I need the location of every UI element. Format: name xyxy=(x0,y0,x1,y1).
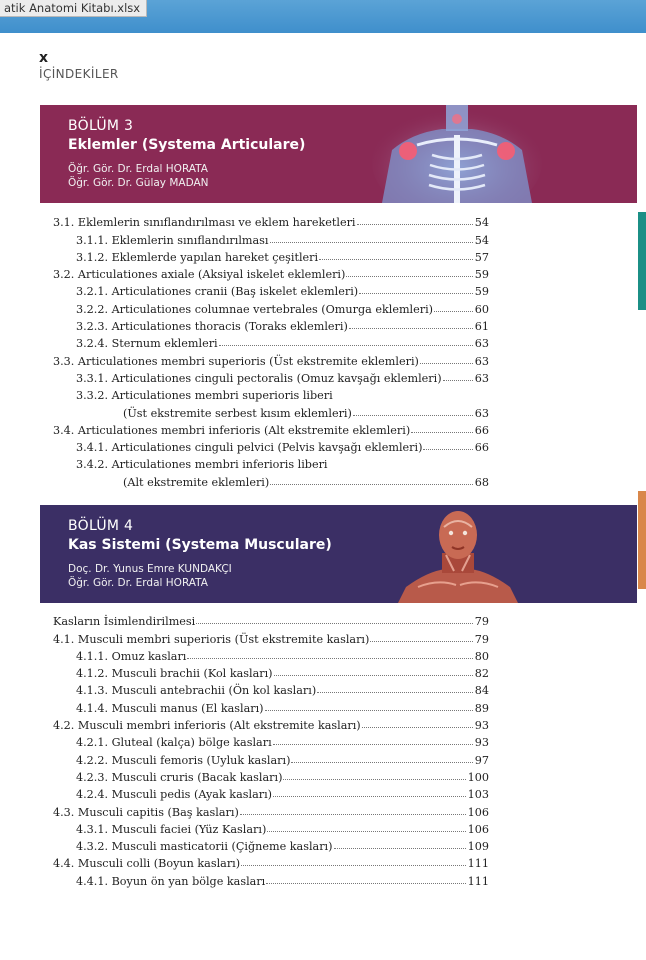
toc-entry[interactable] xyxy=(53,247,489,264)
toc-page-number: 82 xyxy=(474,667,489,681)
toc-page-number: 63 xyxy=(474,371,489,385)
toc-entry-title: 3.3. Articulationes membri superioris (Üst ekstremite eklemleri) xyxy=(53,354,419,368)
dot-leader xyxy=(349,328,473,329)
toc-entry[interactable] xyxy=(53,454,489,471)
chapter-author: Öğr. Gör. Dr. Erdal HORATA xyxy=(68,577,208,589)
toc-entry[interactable] xyxy=(53,870,489,887)
toc-entry[interactable] xyxy=(53,646,489,663)
toc-entry-title: (Üst ekstremite serbest kısım eklemleri) xyxy=(123,406,352,420)
side-thumb-tab xyxy=(638,491,646,589)
toc-entry-title: 3.1.2. Eklemlerde yapılan hareket çeşitleri xyxy=(76,250,319,264)
toc-page-number: 54 xyxy=(474,233,489,247)
side-thumb-tab xyxy=(638,212,646,310)
toc-entry-title: 4.1.3. Musculi antebrachii (Ön kol kasları) xyxy=(76,684,317,698)
toc-entry[interactable] xyxy=(53,368,489,385)
toc-entry[interactable] xyxy=(53,749,489,766)
chapter-author: Doç. Dr. Yunus Emre KUNDAKÇI xyxy=(68,563,232,575)
dot-leader xyxy=(346,276,472,277)
toc-entry[interactable] xyxy=(53,385,489,402)
toc-page-number: 79 xyxy=(474,615,489,629)
chapter-4-banner xyxy=(40,505,637,603)
toc-entry-title: 3.2. Articulationes axiale (Aksiyal iskelet eklemleri) xyxy=(53,268,346,282)
dot-leader xyxy=(270,484,473,485)
toc-entry[interactable] xyxy=(53,229,489,246)
toc-page-number: 109 xyxy=(467,840,489,854)
toc-entry[interactable] xyxy=(53,402,489,419)
dot-leader xyxy=(434,311,473,312)
toc-page-number: 93 xyxy=(474,736,489,750)
toc-entry-title: 3.2.2. Articulationes columnae vertebrales (Omurga eklemleri) xyxy=(76,302,434,316)
toc-entry[interactable] xyxy=(53,350,489,367)
chapter-author: Öğr. Gör. Dr. Erdal HORATA xyxy=(68,163,208,175)
toc-page-number: 57 xyxy=(474,250,489,264)
toc-page-number: 100 xyxy=(467,770,489,784)
toc-entry-title: 4.1.2. Musculi brachii (Kol kasları) xyxy=(76,667,273,681)
toc-page-number: 66 xyxy=(474,423,489,437)
toc-page-number: 80 xyxy=(474,649,489,663)
dot-leader xyxy=(273,796,466,797)
toc-entry-title: 4.2.2. Musculi femoris (Uyluk kasları) xyxy=(76,753,291,767)
dot-leader xyxy=(265,710,473,711)
dot-leader xyxy=(187,658,472,659)
toc-entry-title: (Alt ekstremite eklemleri) xyxy=(123,475,270,489)
toc-entry-title: 4.2.4. Musculi pedis (Ayak kasları) xyxy=(76,788,273,802)
toc-entry[interactable] xyxy=(53,767,489,784)
chapter-3-toc xyxy=(53,212,489,489)
dot-leader xyxy=(270,242,473,243)
toc-entry-title: 3.3.1. Articulationes cinguli pectoralis (Omuz kavşağı eklemleri) xyxy=(76,371,442,385)
dot-leader xyxy=(219,345,473,346)
toc-entry[interactable] xyxy=(53,212,489,229)
dot-leader xyxy=(266,883,465,884)
dot-leader xyxy=(196,623,473,624)
dot-leader xyxy=(291,762,472,763)
toc-entry-title: 3.3.2. Articulationes membri superioris liberi xyxy=(76,389,333,403)
dot-leader xyxy=(240,814,466,815)
chapter-title: Eklemler (Systema Articulare) xyxy=(68,137,306,153)
toc-page-number: 111 xyxy=(467,857,489,871)
toc-entry-title: 4.2.1. Gluteal (kalça) bölge kasları xyxy=(76,736,272,750)
toc-page-number: 63 xyxy=(474,354,489,368)
toc-page-number: 54 xyxy=(474,216,489,230)
toc-page-number: 61 xyxy=(474,320,489,334)
toc-page-number: 97 xyxy=(474,753,489,767)
dot-leader xyxy=(357,224,473,225)
toc-entry[interactable] xyxy=(53,333,489,350)
toc-page-number: 68 xyxy=(474,475,489,489)
toc-page-number: 60 xyxy=(474,302,489,316)
toc-page-number: 66 xyxy=(474,441,489,455)
toc-page-number: 89 xyxy=(474,701,489,715)
toc-page-number: 106 xyxy=(467,805,489,819)
dot-leader xyxy=(273,744,473,745)
dot-leader xyxy=(274,675,473,676)
toc-entry[interactable] xyxy=(53,801,489,818)
toc-page-number: 59 xyxy=(474,285,489,299)
toc-entry[interactable] xyxy=(53,663,489,680)
toc-entry[interactable] xyxy=(53,420,489,437)
toc-page-number: 63 xyxy=(474,406,489,420)
toc-entry-title: 4.2.3. Musculi cruris (Bacak kasları) xyxy=(76,770,283,784)
chapter-label: BÖLÜM 3 xyxy=(68,118,134,134)
toc-entry-title: 3.4.1. Articulationes cinguli pelvici (Pelvis kavşağı eklemleri) xyxy=(76,441,423,455)
toc-entry[interactable] xyxy=(53,628,489,645)
toc-entry-title: 4.4. Musculi colli (Boyun kasları) xyxy=(53,857,241,871)
toc-entry[interactable] xyxy=(53,316,489,333)
chapter-4-toc xyxy=(53,611,489,888)
toc-page-number: 103 xyxy=(467,788,489,802)
toc-entry[interactable] xyxy=(53,437,489,454)
toc-entry-title: 4.3.2. Musculi masticatorii (Çiğneme kasları) xyxy=(76,840,333,854)
toc-entry[interactable] xyxy=(53,680,489,697)
toc-entry[interactable] xyxy=(53,611,489,628)
dot-leader xyxy=(420,363,473,364)
chapter-label: BÖLÜM 4 xyxy=(68,518,134,534)
dot-leader xyxy=(359,293,473,294)
dot-leader xyxy=(370,641,472,642)
dot-leader xyxy=(317,692,473,693)
toc-entry-title: 4.3. Musculi capitis (Baş kasları) xyxy=(53,805,239,819)
toc-entry-title: 3.2.3. Articulationes thoracis (Toraks eklemleri) xyxy=(76,320,348,334)
toc-entry-title: 4.2. Musculi membri inferioris (Alt ekstremite kasları) xyxy=(53,719,361,733)
toc-entry-title: 4.1.1. Omuz kasları xyxy=(76,649,187,663)
toc-entry-title: 4.4.1. Boyun ön yan bölge kasları xyxy=(76,874,266,888)
toc-page-number: 59 xyxy=(474,268,489,282)
chapter-3-banner xyxy=(40,105,637,203)
dot-leader xyxy=(267,831,465,832)
toc-entry[interactable] xyxy=(53,853,489,870)
toc-entry-title: 3.1. Eklemlerin sınıflandırılması ve eklem hareketleri xyxy=(53,216,356,230)
dot-leader xyxy=(411,432,473,433)
toc-entry-title: Kasların İsimlendirilmesi xyxy=(53,615,196,629)
toc-entry[interactable] xyxy=(53,819,489,836)
toc-entry-title: 3.4.2. Articulationes membri inferioris liberi xyxy=(76,458,328,472)
dot-leader xyxy=(319,259,473,260)
toc-entry-title: 3.2.1. Articulationes cranii (Baş iskelet eklemleri) xyxy=(76,285,359,299)
dot-leader xyxy=(443,380,473,381)
toc-entry-title: 3.2.4. Sternum eklemleri xyxy=(76,337,218,351)
window-title-bar xyxy=(0,0,646,33)
document-tab[interactable]: atik Anatomi Kitabı.xlsx xyxy=(0,0,147,17)
toc-page-number: 79 xyxy=(474,632,489,646)
toc-entry-title: 4.1.4. Musculi manus (El kasları) xyxy=(76,701,264,715)
toc-entry[interactable] xyxy=(53,298,489,315)
toc-entry[interactable] xyxy=(53,281,489,298)
dot-leader xyxy=(353,415,473,416)
dot-leader xyxy=(283,779,465,780)
toc-page-number: 63 xyxy=(474,337,489,351)
toc-page-number: 111 xyxy=(467,874,489,888)
dot-leader xyxy=(241,865,466,866)
page-header: İÇİNDEKİLER xyxy=(39,67,119,81)
dot-leader xyxy=(362,727,473,728)
toc-entry[interactable] xyxy=(53,471,489,488)
toc-entry[interactable] xyxy=(53,264,489,281)
toc-entry[interactable] xyxy=(53,836,489,853)
chapter-title: Kas Sistemi (Systema Musculare) xyxy=(68,537,332,553)
chapter-author: Öğr. Gör. Dr. Gülay MADAN xyxy=(68,177,209,189)
skeleton-figure-image xyxy=(372,105,542,203)
page-number: x xyxy=(39,50,49,66)
toc-entry-title: 3.4. Articulationes membri inferioris (Alt ekstremite eklemleri) xyxy=(53,423,411,437)
toc-entry[interactable] xyxy=(53,784,489,801)
toc-entry-title: 4.3.1. Musculi faciei (Yüz Kasları) xyxy=(76,822,267,836)
toc-page-number: 93 xyxy=(474,719,489,733)
muscle-figure-image xyxy=(398,505,518,603)
dot-leader xyxy=(334,848,466,849)
toc-entry[interactable] xyxy=(53,715,489,732)
toc-entry[interactable] xyxy=(53,697,489,714)
toc-entry-title: 4.1. Musculi membri superioris (Üst ekstremite kasları) xyxy=(53,632,370,646)
toc-entry[interactable] xyxy=(53,732,489,749)
toc-entry-title: 3.1.1. Eklemlerin sınıflandırılması xyxy=(76,233,269,247)
toc-page-number: 106 xyxy=(467,822,489,836)
toc-page-number: 84 xyxy=(474,684,489,698)
dot-leader xyxy=(423,449,472,450)
